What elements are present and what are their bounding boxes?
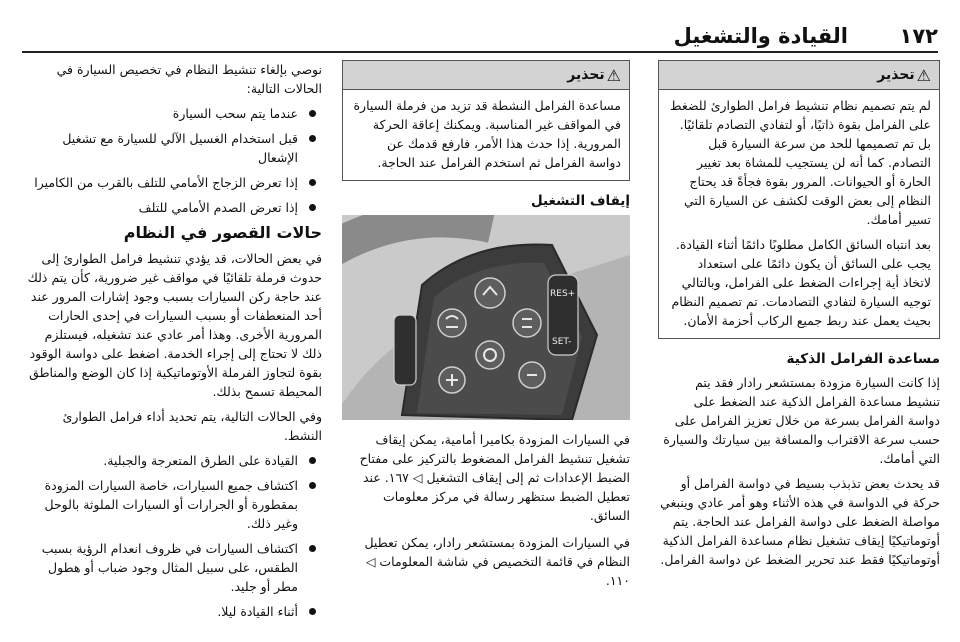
list-item: عندما يتم سحب السيارة <box>26 104 322 123</box>
list-item: أثناء القيادة ليلا. <box>26 602 322 621</box>
bullet-list-deactivate-cases <box>26 104 322 217</box>
warning-header <box>343 61 629 90</box>
warning-title: تحذير <box>877 66 915 83</box>
warning-header <box>659 61 939 90</box>
section-heading-smart-brake-assist: مساعدة الفرامل الذكية <box>786 351 940 367</box>
header-rule <box>22 51 938 53</box>
page-number: ١٧٢ <box>899 24 938 48</box>
bullet-list-limitations <box>26 451 322 621</box>
warning-box-middle <box>342 60 630 181</box>
warning-paragraph: لم يتم تصميم نظام تنشيط فرامل الطوارئ للضغط على الفرامل بقوة ذاتيًا، أو لتفادي التصادم تلقائيًا. بل تم تصميمها للحد من سرعة السيارة قبل التصادم. كما أنه لن يستجيب للمشاة بعد تغيير الحارة أو الحيوانات. المرور بقوة فجأةً قد يحتاج النظام إلى بعض الوقت لكشف عن السيارة التي تسير أمامك. <box>670 98 931 227</box>
illus-label-res: RES+ <box>550 289 576 299</box>
list-item: اكتشاف السيارات في ظروف انعدام الرؤية بسبب الطقس، على سبيل المثال وجود ضباب أو هطول مطر أو جليد. <box>26 539 322 596</box>
illus-label-set: SET- <box>552 337 572 347</box>
paragraph: في بعض الحالات، قد يؤدي تنشيط فرامل الطوارئ إلى حدوث فرملة تلقائيًا في مواقف غير ضرورية، كأن يتم ذلك عند حاجة ركن السيارات بسبب وجود إشارات المرور عند أحد المنعطفات أو بسبب السيارات في إحدى الحارات المرورية الأخرى. وهذا أمر عادي عند تشغيله، فيستلزم ذلك لا تحتاج إلى إجراء الخدمة. اضغط على دواسة الوقود بقوة لتجاوز الفرملة الأوتوماتيكية إذا كان الوضع والمناطق المحيطة تسمح بذلك. <box>27 251 322 399</box>
list-item: اكتشاف جميع السيارات، خاصة السيارات المزودة بمقطورة أو الجرارات أو السيارات الملوثة بالوحل وغير ذلك. <box>26 476 322 533</box>
page-title: القيادة والتشغيل <box>673 24 848 48</box>
warning-triangle-icon: ⚠ <box>606 65 621 85</box>
steering-wheel-svg <box>342 215 630 420</box>
column-right <box>658 60 940 632</box>
list-item: إذا تعرض الصدم الأمامي للتلف <box>26 198 322 217</box>
paragraph: قد يحدث بعض تذبذب بسيط في دواسة الفرامل أو حركة في الدواسة في هذه الأثناء وهو أمر عادي وينبغي مواصلة الضغط على دواسة الفرامل عند الحاجة. يتم أوتوماتيكيًا إيقاف تشغيل نظام مساعدة الفرامل الذكية أوتوماتيكيًا فقط عند تحرير الضغط عن دواسة الفرامل. <box>660 476 940 567</box>
paragraph: في السيارات المزودة بكاميرا أمامية، يمكن إيقاف تشغيل تنشيط الفرامل المضغوط بالتركيز على مفتاح الضبط الإعدادات ثم إلى إيقاف التشغيل ◁ ١٦٧. عند تعطيل الضبط ستظهر رسالة في مركز معلومات السائق. <box>359 432 630 523</box>
warning-body <box>659 90 939 338</box>
list-item: قبل استخدام الغسيل الآلي للسيارة مع تشغيل الإشعال <box>26 129 322 167</box>
warning-paragraph: مساعدة الفرامل النشطة قد تزيد من فرملة السيارة في المواقف غير المناسبة. ويمكنك إعاقة الحركة المرورية. إذا حدث هذا الأمر، فارفع قدمك عن دواسة الفرامل ثم استخدم الفرامل عند الحاجة. <box>353 98 621 170</box>
column-middle <box>342 60 630 632</box>
warning-box-right <box>658 60 940 339</box>
paragraph: وفي الحالات التالية، يتم تحديد أداء فرامل الطوارئ النشط. <box>62 409 322 443</box>
paragraph: نوصي بإلغاء تنشيط النظام في تخصيص السيارة في الحالات التالية: <box>56 62 322 96</box>
steering-wheel-illustration <box>342 215 630 420</box>
paragraph: إذا كانت السيارة مزودة بمستشعر رادار فقد يتم تنشيط مساعدة الفرامل الذكية عند الضغط على دواسة الفرامل بسرعة من خلال تعزيز الفرامل على حسب سرعة الاقتراب والمسافة بين سيارتك والسيارة التي أمامك. <box>663 375 940 466</box>
paragraph: في السيارات المزودة بمستشعر رادار، يمكن تعطيل النظام في قائمة التخصيص في شاشة المعلومات ◁ ١١٠. <box>364 535 630 588</box>
warning-triangle-icon: ⚠ <box>916 65 931 85</box>
column-left <box>26 60 322 632</box>
list-item: القيادة على الطرق المتعرجة والجبلية. <box>26 451 322 470</box>
warning-paragraph: بعد انتباه السائق الكامل مطلوبًا دائمًا أثناء القيادة. يجب على السائق أن يكون دائمًا على استعداد لاتخاذ أية إجراءات الضغط على الفرامل، وبالتالي توجيه السيارة لتفادي التصادمات. تم تصميم النظام بحيث يعمل عند ربط جميع الركاب أحزمة الأمان. <box>671 237 931 328</box>
section-heading-system-limitations: حالات القصور في النظام <box>123 223 322 242</box>
warning-body <box>343 90 629 180</box>
page-header <box>0 0 960 50</box>
warning-title: تحذير <box>567 66 605 83</box>
list-item: إذا تعرض الزجاج الأمامي للتلف بالقرب من الكاميرا <box>26 173 322 192</box>
section-heading-deactivation: إيقاف التشغيل <box>531 193 630 209</box>
